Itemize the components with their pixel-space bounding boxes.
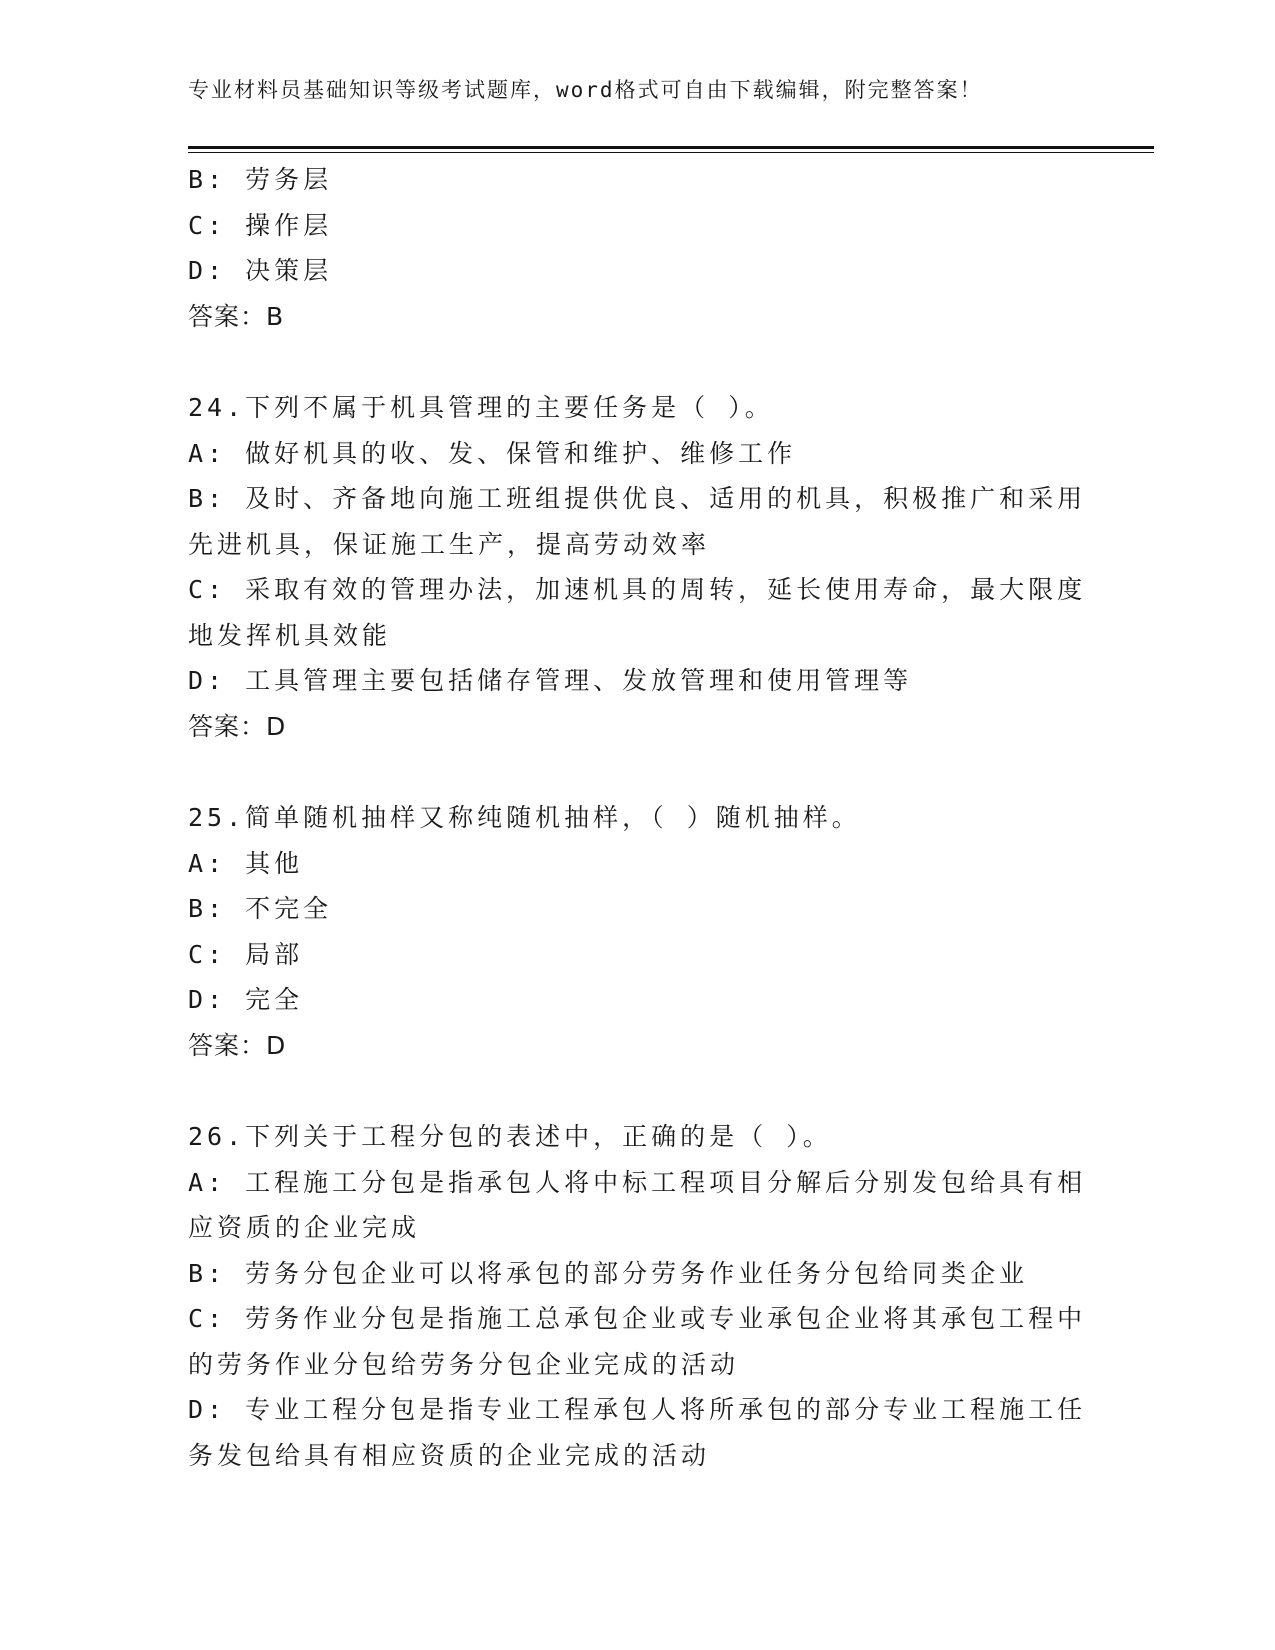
option-line: A: 工程施工分包是指承包人将中标工程项目分解后分别发包给具有相 bbox=[188, 1167, 1087, 1197]
page-header: 专业材料员基础知识等级考试题库，word格式可自由下载编辑，附完整答案！ bbox=[188, 78, 983, 102]
question-stem: 24.下列不属于机具管理的主要任务是（ ）。 bbox=[188, 393, 774, 422]
option-line: 务发包给具有相应资质的企业完成的活动 bbox=[188, 1440, 711, 1470]
question-stem: 25.简单随机抽样又称纯随机抽样，（ ）随机抽样。 bbox=[188, 803, 861, 832]
option-line: D: 专业工程分包是指专业工程承包人将所承包的部分专业工程施工任 bbox=[188, 1395, 1087, 1424]
option-line: 应资质的企业完成 bbox=[188, 1213, 421, 1242]
option-line: D: 决策层 bbox=[188, 256, 333, 285]
answer-line: 答案：D bbox=[188, 1030, 287, 1060]
option-line: 地发挥机具效能 bbox=[188, 620, 392, 650]
option-line: B: 劳务分包企业可以将承包的部分劳务作业任务分包给同类企业 bbox=[188, 1258, 1029, 1288]
option-line: D: 完全 bbox=[188, 985, 304, 1014]
answer-line: 答案：D bbox=[188, 711, 287, 741]
option-line: D: 工具管理主要包括储存管理、发放管理和使用管理等 bbox=[188, 666, 913, 695]
question-stem: 26.下列关于工程分包的表述中，正确的是（ ）。 bbox=[188, 1122, 832, 1151]
question-block bbox=[188, 385, 1088, 749]
option-line: C: 采取有效的管理办法，加速机具的周转，延长使用寿命，最大限度 bbox=[188, 575, 1087, 604]
option-line: B: 及时、齐备地向施工班组提供优良、适用的机具，积极推广和采用 bbox=[188, 484, 1087, 513]
option-line: C: 局部 bbox=[188, 939, 304, 969]
option-line: A: 其他 bbox=[188, 848, 304, 878]
option-line: 的劳务作业分包给劳务分包企业完成的活动 bbox=[188, 1349, 740, 1379]
header-rule-thin bbox=[188, 152, 1154, 153]
option-line: A: 做好机具的收、发、保管和维护、维修工作 bbox=[188, 438, 797, 468]
question-content bbox=[188, 157, 1088, 1478]
question-block bbox=[188, 157, 1088, 339]
option-line: C: 劳务作业分包是指施工总承包企业或专业承包企业将其承包工程中 bbox=[188, 1304, 1087, 1333]
option-line: B: 劳务层 bbox=[188, 165, 333, 194]
option-line: B: 不完全 bbox=[188, 894, 333, 923]
header-rule-thick bbox=[188, 146, 1154, 149]
answer-line: 答案：B bbox=[188, 301, 285, 331]
question-block bbox=[188, 1114, 1088, 1478]
option-line: 先进机具，保证施工生产，提高劳动效率 bbox=[188, 529, 711, 559]
option-line: C: 操作层 bbox=[188, 210, 333, 240]
question-block bbox=[188, 795, 1088, 1068]
